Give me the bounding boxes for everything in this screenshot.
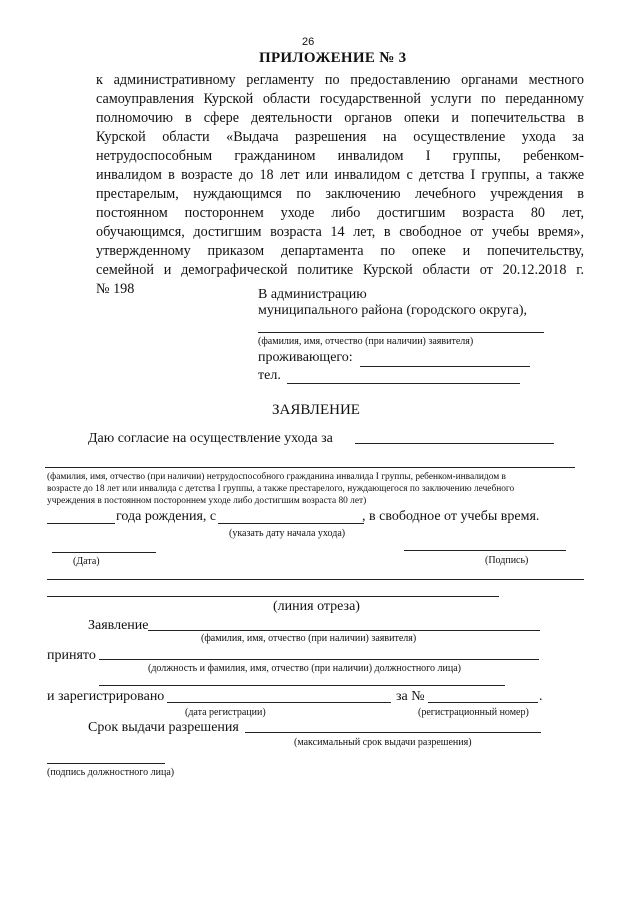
paragraph-line: нетрудоспособным гражданином инвалидом I группы, ребенком- [96, 148, 584, 164]
page-number: 26 [302, 36, 315, 48]
signature-field[interactable] [404, 550, 566, 551]
paragraph-line: престарелым, нуждающимся по заключению лечебного учреждения в [96, 186, 584, 202]
registered-label: и зарегистрировано [47, 689, 165, 704]
registration-number-field[interactable] [428, 702, 538, 703]
care-recipient-field-start[interactable] [355, 443, 554, 444]
term-label: Срок выдачи разрешения [88, 720, 239, 735]
registration-number-caption: (регистрационный номер) [418, 707, 529, 718]
paragraph-line: обучающимся, достигшим возраста 14 лет, в свободное от учебы время», [96, 224, 584, 240]
date-field[interactable] [52, 552, 156, 553]
residing-label: проживающего: [258, 350, 353, 365]
date-caption: (Дата) [73, 556, 100, 567]
start-date-caption: (указать дату начала ухода) [229, 528, 346, 539]
paragraph-line: постоянном постороннем уходе либо достигшим возраста 80 лет, [96, 205, 584, 221]
period-mark: . [539, 689, 543, 704]
consent-text: Даю согласие на осуществление ухода за [88, 431, 333, 446]
cut-line-lower [47, 596, 499, 597]
person-caption-line: возрасте до 18 лет или инвалида с детства I группы, а также престарелого, нуждающегося по заключению лечебного [47, 484, 515, 494]
number-label: за № [396, 689, 425, 704]
person-caption-line: (фамилия, имя, отчество (при наличии) нетрудоспособного гражданина инвалида I группы, ребенком-инвалидом в [47, 472, 506, 482]
receipt-statement-label: Заявление [88, 618, 149, 633]
paragraph-line: к административному регламенту по предоставлению органами местного [96, 72, 584, 88]
paragraph-line: утвержденному приказом департамента по опеке и попечительству, [96, 243, 584, 259]
registration-date-field[interactable] [167, 702, 391, 703]
paragraph-line: самоуправления Курской области государственной услуги по переданному [96, 91, 584, 107]
term-field[interactable] [245, 732, 541, 733]
person-caption [47, 471, 514, 507]
registration-date-caption: (дата регистрации) [185, 707, 266, 718]
cut-line-caption: (линия отреза) [273, 599, 360, 614]
applicant-caption: (фамилия, имя, отчество (при наличии) заявителя) [258, 336, 474, 347]
official-signature-field[interactable] [47, 763, 165, 764]
accepted-label: принято [47, 648, 96, 663]
official-field-continued[interactable] [99, 685, 505, 686]
signature-caption: (Подпись) [485, 555, 529, 566]
paragraph-line: инвалидом в возрасте до 18 лет или инвалидом с детства I группы, а также [96, 167, 584, 183]
phone-field[interactable] [287, 383, 520, 384]
official-field[interactable] [99, 659, 539, 660]
paragraph-line: семейной и демографической политике Курской области от 20.12.2018 г. [96, 262, 584, 278]
applicant-name-field[interactable] [258, 332, 544, 333]
official-signature-caption: (подпись должностного лица) [47, 767, 175, 778]
regulation-paragraph [96, 71, 584, 299]
birth-year-field[interactable] [47, 523, 115, 524]
addressee-line2: муниципального района (городского округа), [258, 303, 528, 318]
paragraph-line: полномочию в сфере деятельности органов опеки и попечительства в [96, 110, 584, 126]
free-time-text: , в свободное от учебы время. [362, 509, 540, 524]
statement-heading: ЗАЯВЛЕНИЕ [272, 402, 360, 418]
term-caption: (максимальный срок выдачи разрешения) [294, 737, 472, 748]
cut-line-upper [47, 579, 584, 580]
phone-label: тел. [258, 368, 281, 383]
addressee-line1: В администрацию [258, 287, 367, 302]
start-date-field[interactable] [218, 523, 364, 524]
care-recipient-field[interactable] [45, 467, 575, 468]
official-caption: (должность и фамилия, имя, отчество (при наличии) должностного лица) [148, 663, 461, 674]
appendix-title: ПРИЛОЖЕНИЕ № 3 [259, 50, 407, 66]
paragraph-line: Курской области «Выдача разрешения на осуществление ухода за [96, 129, 584, 145]
birth-year-text: года рождения, с [116, 509, 217, 524]
residence-field[interactable] [360, 366, 530, 367]
receipt-applicant-field[interactable] [148, 630, 540, 631]
person-caption-line: учреждения в постоянном постороннем уходе либо достигшим возраста 80 лет) [47, 496, 367, 506]
paragraph-line: № 198 [96, 281, 135, 297]
receipt-applicant-caption: (фамилия, имя, отчество (при наличии) заявителя) [201, 633, 417, 644]
